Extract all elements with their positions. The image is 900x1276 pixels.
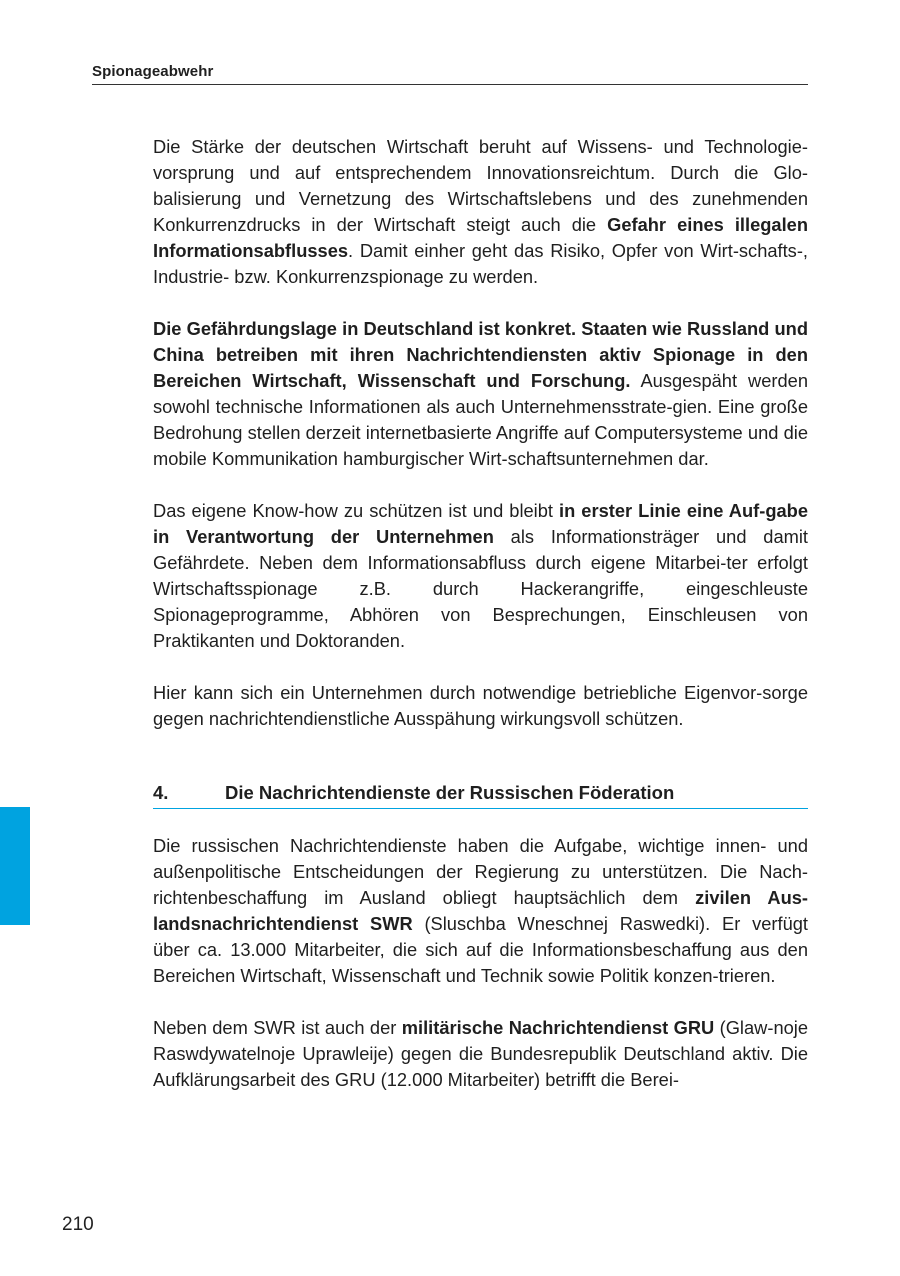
paragraph-bold-text: in erster Linie eine Auf-gabe in Verantwortung der Unternehmen: [153, 500, 808, 547]
page-number: 210: [62, 1214, 94, 1235]
paragraph-text: Neben dem SWR ist auch der: [153, 1017, 402, 1038]
paragraph-text: (Sluschba Wneschnej Raswedki). Er verfügt über ca. 13.000 Mitarbeiter, die sich auf die Informationsbeschaffung aus den Bereichen Wirtschaft, Wissenschaft und Technik sowie Politik konzen-trieren.: [153, 913, 808, 986]
paragraph-bold-text: zivilen Aus-landsnachrichtendienst SWR: [153, 887, 808, 934]
paragraph-text: als Informationsträger und damit Gefährdete. Neben dem Informationsabfluss durch eigene Mitarbei-ter erfolgt Wirtschaftsspionage z.B. durch Hackerangriffe, eingeschleuste Spionageprogramme, Abhören von Besprechungen, Einschleusen von Praktikanten und Doktoranden.: [153, 526, 808, 651]
paragraph-economy-intro: [153, 134, 808, 290]
paragraph-text: Hier kann sich ein Unternehmen durch notwendige betriebliche Eigenvor-sorge gegen nachrichtendienstliche Ausspähung wirkungsvoll schützen.: [153, 682, 808, 729]
paragraph-threat-situation: [153, 316, 808, 472]
section-number: 4.: [153, 782, 169, 803]
paragraph-text: (Glaw-noje Raswdywatelnoje Uprawleije) gegen die Bundesrepublik Deutschland aktiv. Die Aufklärungsarbeit des GRU (12.000 Mitarbeiter) betrifft die Berei-: [153, 1017, 809, 1090]
paragraph-text: Die russischen Nachrichtendienste haben die Aufgabe, wichtige innen- und außenpolitische Entscheidungen der Regierung zu unterstützen. Die Nach-richtenbeschaffung im Ausland obliegt hauptsächlich dem: [153, 835, 808, 908]
paragraph-bold-text: Gefahr eines illegalen Informationsabflusses: [153, 214, 808, 261]
running-head: Spionageabwehr: [92, 64, 808, 85]
paragraph-text: Ausgespäht werden sowohl technische Informationen als auch Unternehmensstrate-gien. Eine große Bedrohung stellen derzeit internetbasierte Angriffe auf Computersysteme und die mobile Kommunikation hamburgischer Wirt-schaftsunternehmen dar.: [153, 370, 808, 469]
paragraph-russian-services: [153, 833, 808, 989]
paragraph-bold-text: Die Gefährdungslage in Deutschland ist konkret. Staaten wie Russland und China betreiben mit ihren Nachrichtendiensten aktiv Spionage in den Bereichen Wirtschaft, Wissenschaft und Forschung.: [153, 318, 808, 391]
paragraph-self-protection: [153, 680, 808, 732]
page-body: [153, 134, 808, 1093]
paragraph-know-how-protection: [153, 498, 808, 654]
paragraph-gru: [153, 1015, 808, 1093]
paragraph-text: . Damit einher geht das Risiko, Opfer von Wirt-schafts-, Industrie- bzw. Konkurrenzspionage zu werden.: [153, 240, 808, 287]
paragraph-bold-text: militärische Nachrichtendienst GRU: [401, 1017, 715, 1038]
section-heading: [153, 780, 808, 809]
paragraph-text: Das eigene Know-how zu schützen ist und bleibt: [153, 500, 560, 521]
section-title: Die Nachrichtendienste der Russischen Föderation: [225, 782, 675, 803]
paragraph-text: Die Stärke der deutschen Wirtschaft beruht auf Wissens- und Technologie-vorsprung und auf entsprechendem Innovationsreichtum. Durch die Glo-balisierung und Vernetzung des Wirtschaftslebens und des zunehmenden Konkurrenzdrucks in der Wirtschaft steigt auch die: [153, 136, 808, 235]
chapter-tab-marker: [0, 807, 30, 925]
